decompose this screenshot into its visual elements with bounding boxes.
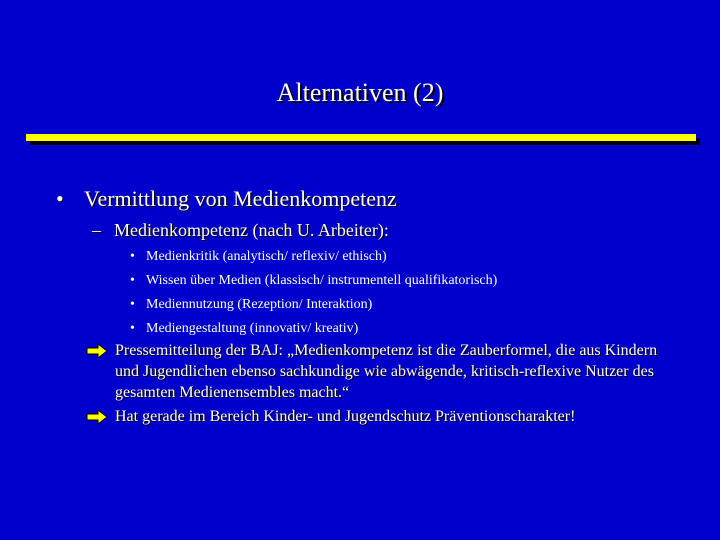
slide-title: Alternativen (2) <box>276 78 444 107</box>
right-arrow-icon <box>86 410 108 424</box>
level3-text: Mediennutzung (Rezeption/ Interaktion) <box>146 297 373 312</box>
level3-item <box>130 297 372 313</box>
arrow-item <box>86 340 675 403</box>
level3-text: Mediengestaltung (innovativ/ kreativ) <box>146 321 359 336</box>
level3-text: Wissen über Medien (klassisch/ instrumentell qualifikatorisch) <box>146 273 498 288</box>
arrow-item <box>86 406 675 427</box>
bullet: • <box>130 321 135 336</box>
level2-text: Medienkompetenz (nach U. Arbeiter): <box>114 220 389 240</box>
level1-text: Vermittlung von Medienkompetenz <box>84 186 397 211</box>
level2-item <box>92 220 389 241</box>
bullet: • <box>56 186 64 211</box>
right-arrow-icon <box>86 344 108 358</box>
level3-item <box>130 249 387 265</box>
level1-item <box>56 186 397 212</box>
bullet: • <box>130 249 135 264</box>
arrow-item-text: Hat gerade im Bereich Kinder- und Jugendschutz Präventionscharakter! <box>115 408 576 425</box>
arrow-item-text: Pressemitteilung der BAJ: „Medienkompetenz ist die Zauberformel, die aus Kindern und Jugendlichen ebenso sachkundige wie abwägende, kritisch-reflexive Nutzer des gesamten Medienensembles macht.“ <box>115 342 658 401</box>
bullet: • <box>130 297 135 312</box>
title-rule <box>26 134 696 141</box>
level3-text: Medienkritik (analytisch/ reflexiv/ ethisch) <box>146 249 387 264</box>
level3-item <box>130 321 358 337</box>
bullet: • <box>130 273 135 288</box>
level3-item <box>130 273 497 289</box>
dash-bullet: – <box>92 220 101 240</box>
